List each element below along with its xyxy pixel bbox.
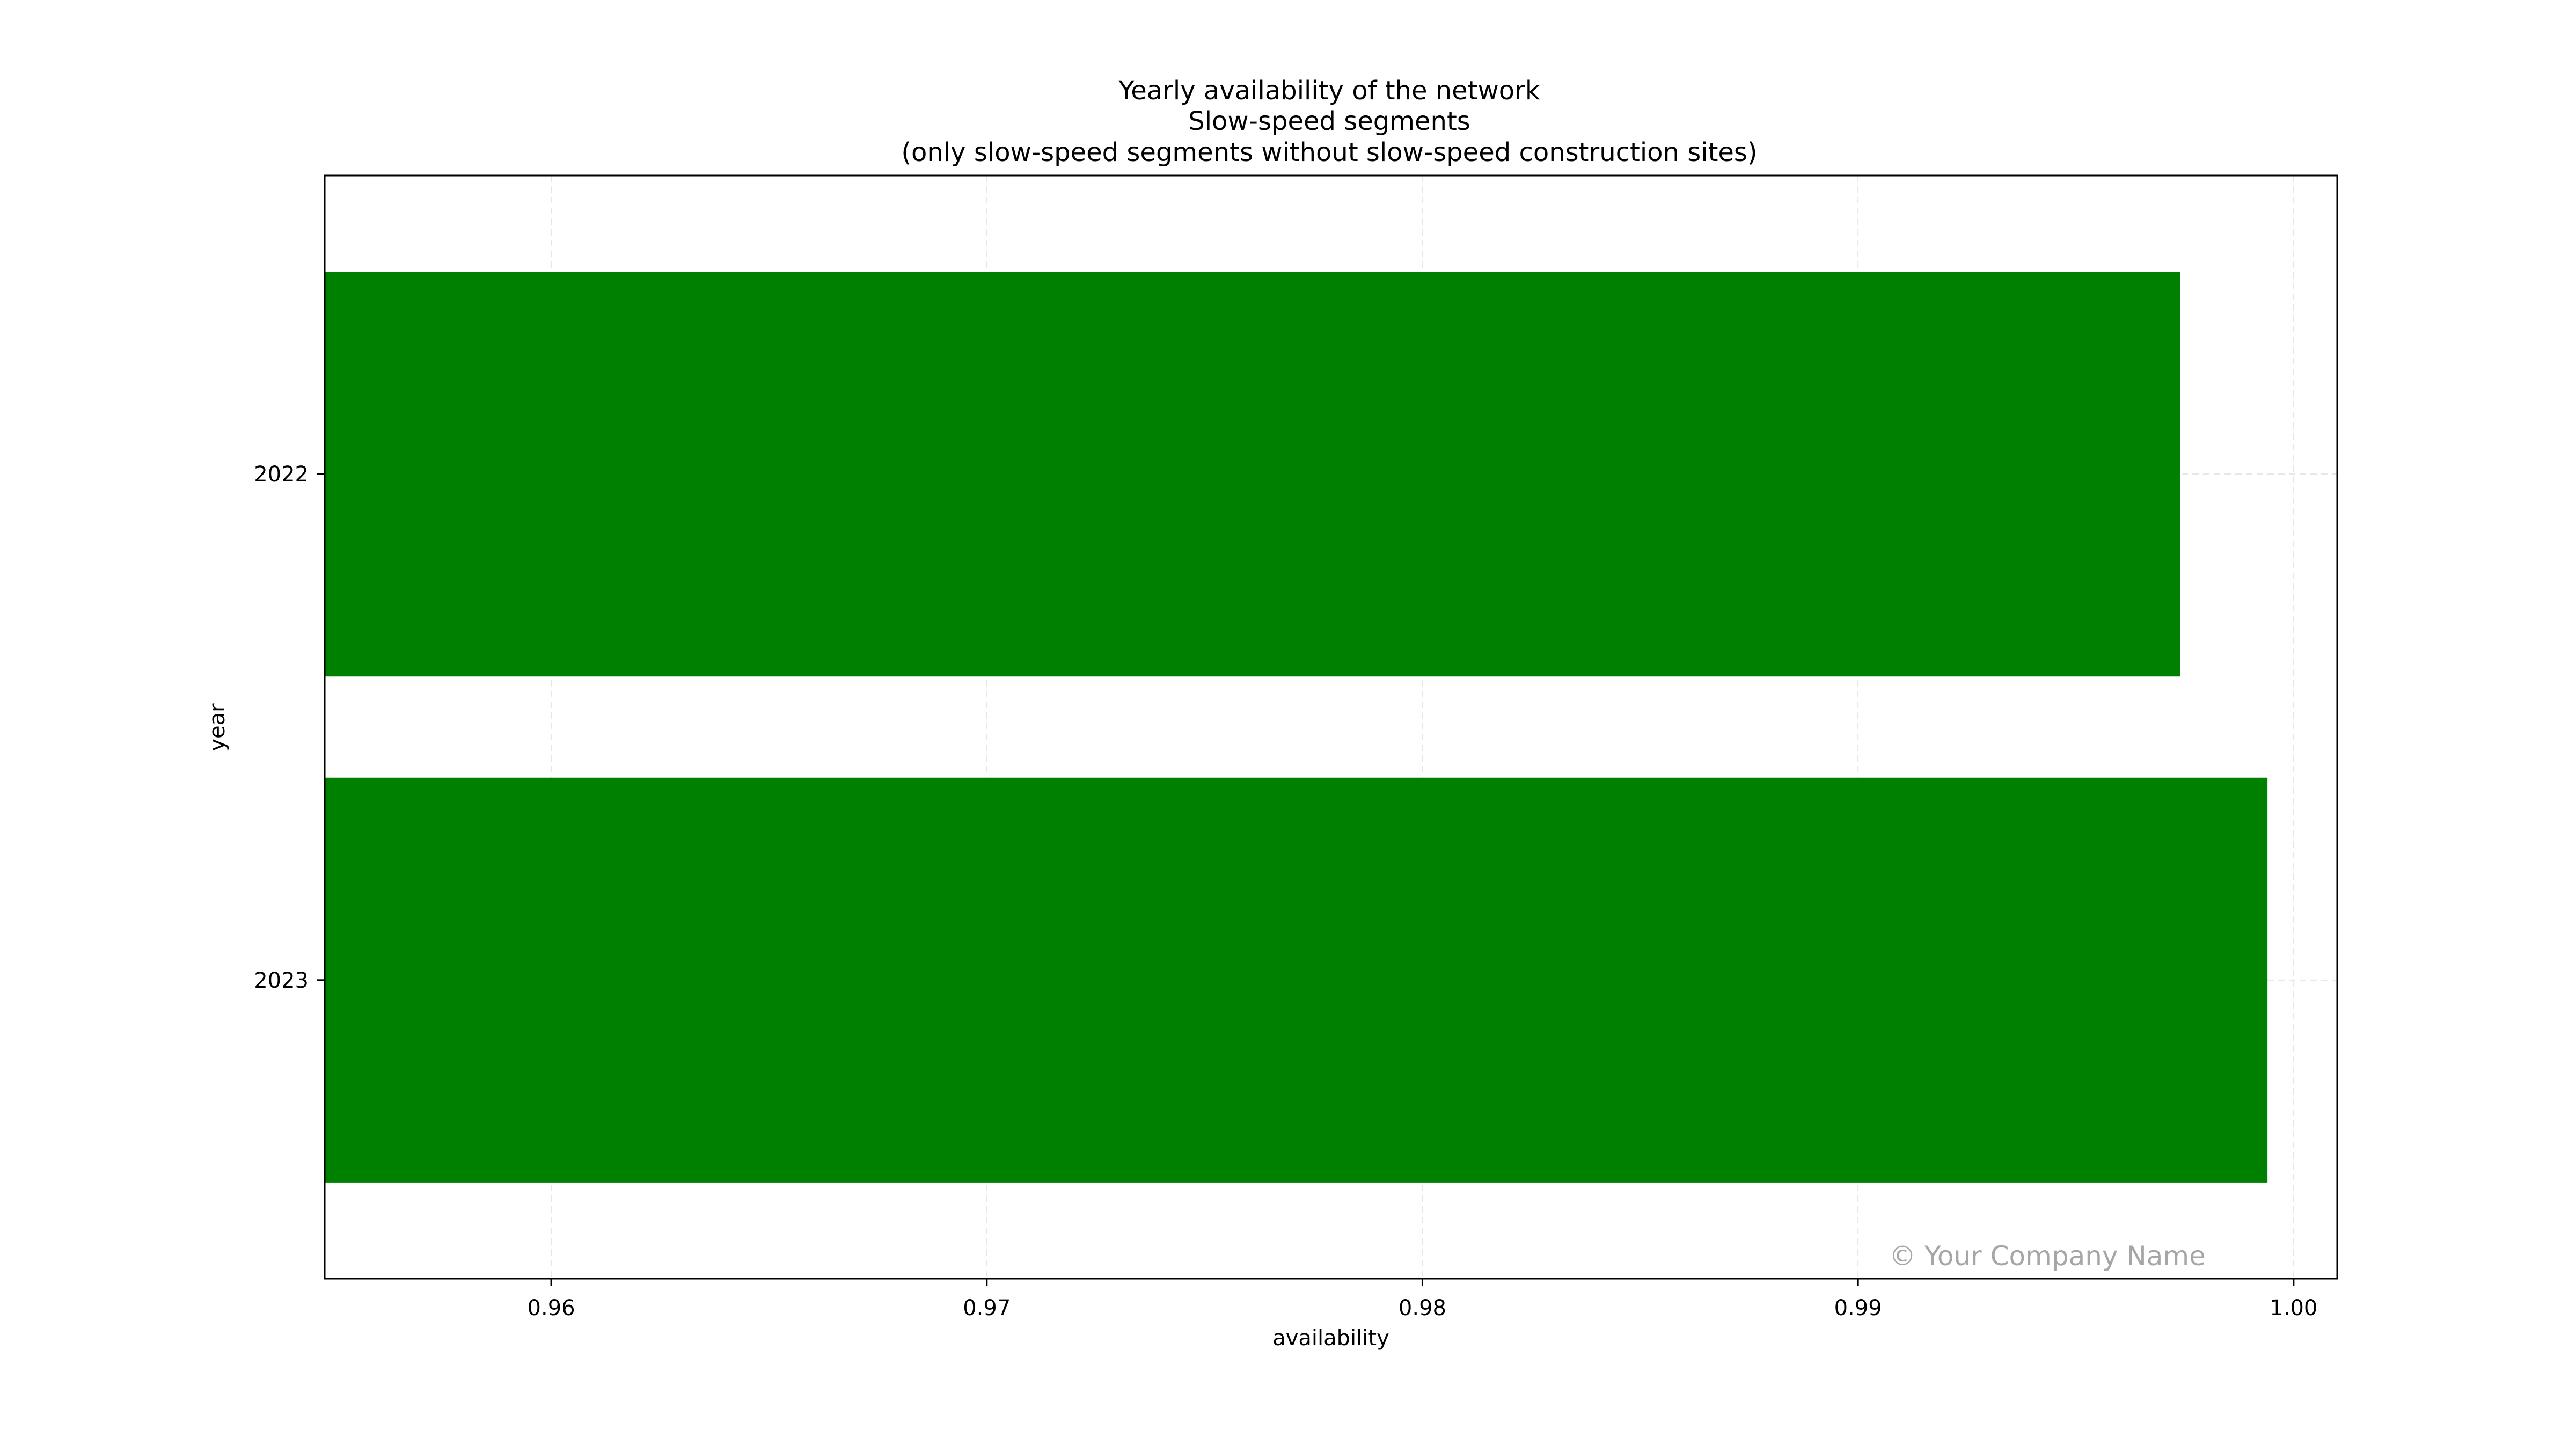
bar-2022 (325, 272, 2180, 676)
x-tick-label: 0.99 (1834, 1296, 1882, 1320)
bar-2023 (325, 778, 2267, 1183)
chart-title-line-1: Yearly availability of the network (1118, 76, 1540, 106)
y-tick-label: 2023 (254, 968, 309, 993)
x-tick-label: 0.97 (963, 1296, 1011, 1320)
y-tick-label: 2022 (254, 462, 309, 487)
chart-title-line-2: Slow-speed segments (1188, 106, 1470, 136)
x-tick-label: 0.96 (527, 1296, 575, 1320)
chart-title-line-3: (only slow-speed segments without slow-speed construction sites) (901, 137, 1758, 167)
x-axis-label: availability (1272, 1326, 1389, 1351)
x-tick-label: 0.98 (1398, 1296, 1446, 1320)
watermark: © Your Company Name (1889, 1241, 2206, 1272)
x-tick-label: 1.00 (2270, 1296, 2318, 1320)
y-axis-label: year (205, 703, 230, 751)
